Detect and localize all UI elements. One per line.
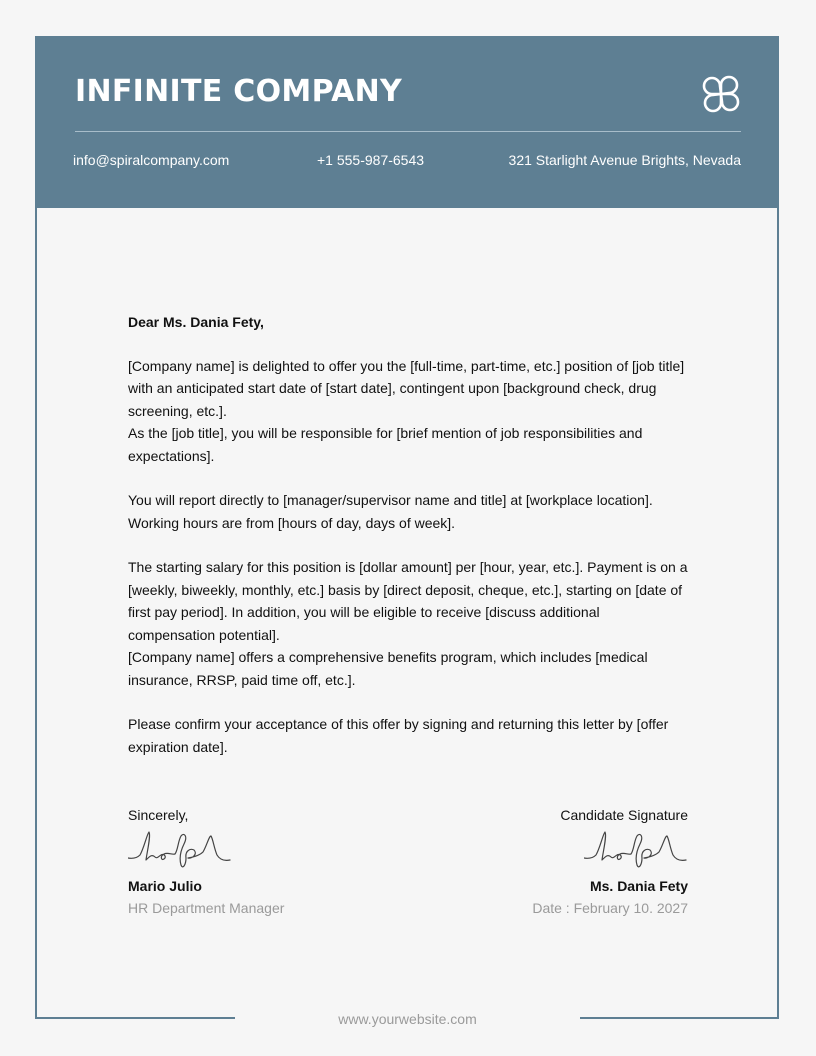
sender-name: Mario Julio	[128, 878, 202, 894]
handwritten-signature	[128, 828, 232, 872]
quatrefoil-logo-icon	[699, 72, 743, 116]
footer-website[interactable]: www.yourwebsite.com	[338, 1011, 477, 1027]
header-divider	[75, 131, 741, 132]
candidate-name: Ms. Dania Fety	[589, 878, 688, 894]
contact-email: info@spiralcompany.com	[73, 152, 230, 168]
letterhead	[35, 36, 779, 208]
signature-date: Date : February 10. 2027	[532, 900, 688, 916]
closing: Sincerely,	[128, 807, 189, 823]
contact-phone: +1 555-987-6543	[317, 152, 425, 168]
contact-address: 321 Starlight Avenue Brights, Nevada	[508, 152, 741, 168]
paragraph-confirmation: Please confirm your acceptance of this offer by signing and returning this letter by [offer expiration date].	[128, 716, 669, 755]
company-name: INFINITE COMPANY	[75, 74, 403, 109]
candidate-signature-block	[438, 806, 688, 917]
paragraph-reporting: You will report directly to [manager/supervisor name and title] at [workplace location]. Working hours are from [hours of day, days of week].	[128, 492, 653, 531]
letter-body	[128, 311, 688, 780]
footer-line-right	[580, 1017, 779, 1019]
paragraph-compensation: The starting salary for this position is [dollar amount] per [hour, year, etc.]. Payment is on a [weekly, biweekly, monthly, etc.] basis by [direct deposit, cheque, etc.], starting on [date of first pay period]. In addition, you will be eligible to receive [discuss additional compensation potential]. [Company name] offers a comprehensive benefits program, which includes [medical insurance, RRSP, paid time off, etc.].	[128, 559, 688, 688]
sender-title: HR Department Manager	[128, 900, 285, 916]
footer-line-left	[35, 1017, 235, 1019]
handwritten-signature	[584, 828, 688, 872]
sender-signature-block	[128, 806, 378, 917]
salutation: Dear Ms. Dania Fety,	[128, 314, 264, 330]
paragraph-offer: [Company name] is delighted to offer you the [full-time, part-time, etc.] position of [job title] with an anticipated start date of [start date], contingent upon [background check, drug screening, etc.]. As the [job title], you will be responsible for [brief mention of job responsibilities and expectations].	[128, 357, 685, 464]
candidate-signature-label: Candidate Signature	[560, 807, 688, 823]
